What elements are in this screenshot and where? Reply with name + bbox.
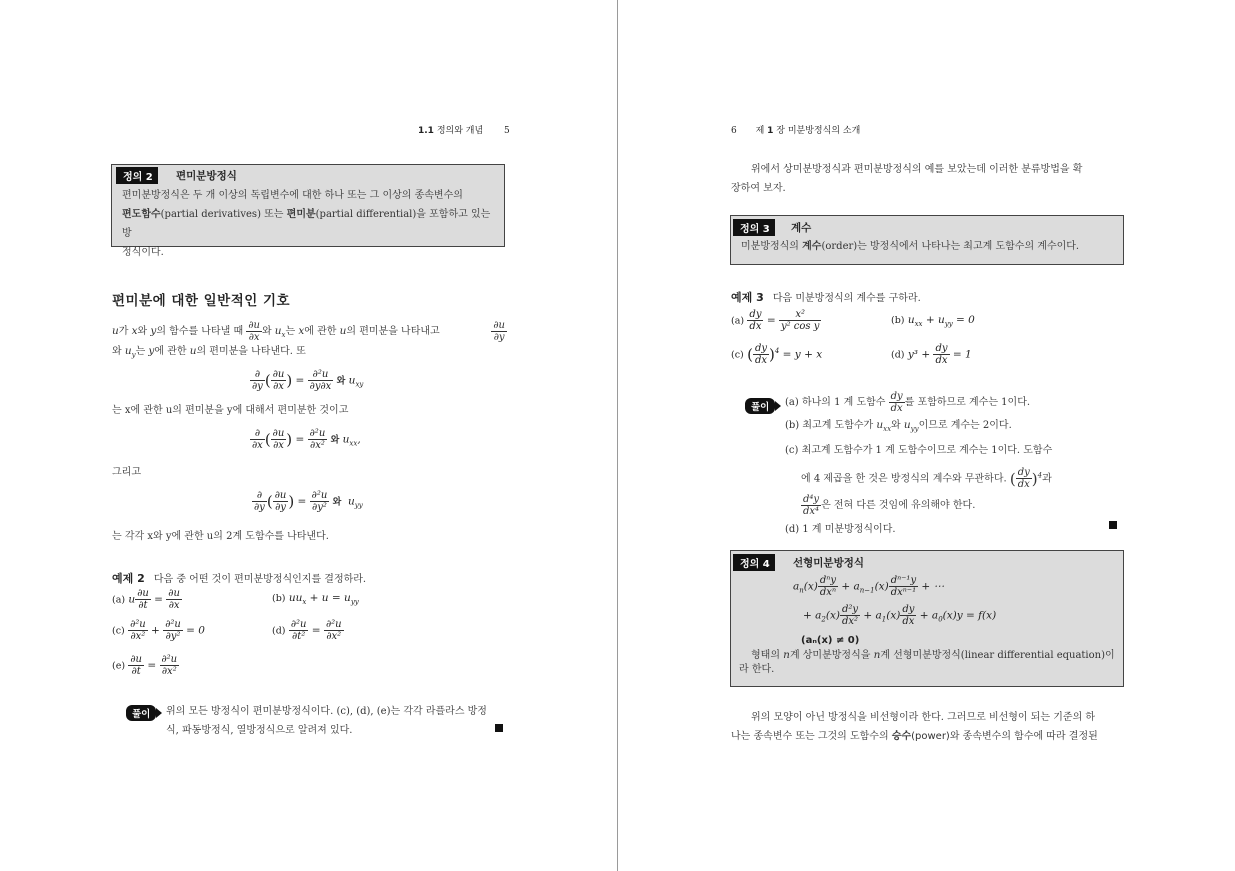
equation-second-y: $\frac{\partial}{\partial y}$ ( $\frac{\partial u}{\partial y}$ ) = $\frac{\text{∂²u}}{\text{∂y²}}$ 와 $u_{yy}$	[254, 490, 363, 513]
text-line: $\frac{\text{d⁴y}}{\text{dx⁴}}$ 은 전혀 다른 것임에 유의해야 한다.	[803, 493, 976, 517]
coefficient-condition: (aₙ(x) ≠ 0)	[801, 635, 860, 646]
solution-text	[166, 702, 508, 740]
text-line: 그리고	[112, 467, 141, 478]
chapter-number: 1	[767, 126, 774, 136]
example-label: 예제 2	[112, 572, 145, 585]
example-item: (c) ( $\frac{dy}{dx}$ )$^4$ = y + x	[731, 343, 823, 366]
definition-body	[122, 186, 500, 262]
definition-title: 계수	[791, 222, 812, 234]
equation-second-x: $\frac{\partial}{\partial x}$ ( $\frac{\partial u}{\partial x}$ ) = $\frac{\text{∂²u}}{\text{∂x²}}$ 와 $u_{xx}$,	[252, 428, 361, 451]
example-prompt: 다음 중 어떤 것이 편미분방정식인지를 결정하라.	[153, 574, 367, 585]
definition-body	[739, 648, 1119, 677]
text-line: (a) 하나의 1 계 도함수 $\frac{dy}{dx}$ 를 포함하므로 계수는 1이다.	[785, 391, 1031, 414]
text-line: u가 x와 y의 함수를 나타낼 때 $\frac{\partial u}{\partial x}$ 와 $u_x$는 x에 관한 u의 편미분을 나타내고 $\frac{\partial u}{\partial y}$	[112, 320, 505, 343]
example-header	[731, 286, 921, 308]
text-line: (b) 최고계 도함수가 $u_{xx}$와 $u_{yy}$이므로 계수는 2이다.	[785, 419, 1012, 434]
linear-equation-line1: $a_n(x)$ $\frac{\text{dⁿy}}{\text{dxⁿ}}$ + $a_{n-1}(x)$ $\frac{\text{dⁿ⁻¹y}}{\text{dxⁿ⁻¹}}$ + ⋯	[793, 575, 945, 598]
definition-box	[111, 164, 505, 258]
bold-term: 편미분	[286, 209, 316, 220]
end-of-proof-mark	[495, 724, 503, 732]
notation-paragraph	[112, 320, 507, 365]
definition-title: 편미분방정식	[176, 170, 237, 182]
bold-term: 편도함수	[122, 209, 161, 220]
text-run: (partial derivatives) 또는	[160, 209, 287, 220]
definition-line: 편미분방정식은 두 개 이상의 독립변수에 대한 하나 또는 그 이상의 종속변수의	[122, 190, 463, 201]
example-label: 예제 3	[731, 291, 764, 304]
example-item: (b) $u_{xx} + u_{yy} = 0$	[891, 314, 975, 329]
definition-tag: 정의 3	[733, 219, 775, 236]
example-item: (b) $uu_x + u = u_{yy}$	[272, 592, 359, 607]
definition-tag: 정의 2	[116, 167, 158, 184]
text-line: 장하여 보자.	[731, 183, 786, 194]
chapter-title: 장 미분방정식의 소개	[773, 126, 861, 136]
text-line: (c) 최고계 도함수가 1 계 도함수이므로 계수는 1이다. 도함수	[785, 445, 1053, 457]
definition-tag: 정의 4	[733, 554, 775, 571]
left-page	[0, 0, 617, 871]
right-page	[618, 0, 1235, 871]
text-line: 위에서 상미분방정식과 편미분방정식의 예를 보았는데 이러한 분류방법을 확	[751, 164, 1083, 175]
text-line: 라 한다.	[739, 664, 775, 675]
intro-paragraph	[731, 160, 1123, 198]
example-prompt: 다음 미분방정식의 계수를 구하라.	[772, 293, 921, 304]
page-number: 5	[504, 126, 510, 136]
text-line: 위의 모든 방정식이 편미분방정식이다. (c), (d), (e)는 각각 라플라스 방정	[166, 706, 487, 717]
solution-badge: 풀이	[745, 398, 775, 414]
example-header	[112, 567, 366, 589]
example-item: (c) $\frac{\text{∂²u}}{\text{∂x²}}$ + $\frac{\text{∂²u}}{\text{∂y²}}$ = 0	[112, 619, 205, 642]
text-line: 형태의 n계 상미분방정식을 n계 선형미분방정식(linear differential equation)이	[751, 649, 1115, 661]
page-number: 6	[731, 126, 737, 136]
chapter-prefix: 제	[755, 126, 768, 136]
outro-paragraph	[731, 708, 1123, 746]
example-item: (a) $\frac{dy}{dx}$ = $\frac{\text{x²}}{\text{y² cos y}}$	[731, 309, 820, 332]
text-line: 에 4 제곱을 한 것은 방정식의 계수와 무관하다. ( $\frac{dy}{dx}$ )$^4$과	[801, 467, 1052, 491]
definition-line	[122, 205, 500, 243]
text-line: 는 각각 x와 y에 관한 u의 2계 도함수를 나타낸다.	[112, 531, 329, 542]
bold-term: 승수	[891, 731, 912, 742]
definition-box	[730, 550, 1124, 687]
example-item: (e) $\frac{\partial u}{\partial t}$ = $\frac{\text{∂²u}}{\text{∂x²}}$	[112, 654, 178, 677]
definition-body: 미분방정식의 계수(order)는 방정식에서 나타나는 최고계 도함수의 계수이다.	[741, 241, 1080, 252]
linear-equation-line2: + $a_2(x)$ $\frac{\text{d²y}}{\text{dx²}}$ + $a_1(x)$ $\frac{dy}{dx}$ + $a_0(x)y = f(x)$	[803, 604, 997, 627]
example-item: (a) u $\frac{\partial u}{\partial t}$ = $\frac{\partial u}{\partial x}$	[112, 588, 180, 611]
bold-term: 계수	[802, 241, 822, 252]
text-line: 와 $u_y$는 y에 관한 u의 편미분을 나타낸다. 또	[112, 345, 306, 360]
section-title: 정의와 개념	[436, 126, 484, 136]
end-of-proof-mark	[1109, 521, 1117, 529]
text-line: (d) 1 계 미분방정식이다.	[785, 523, 896, 535]
section-number: 1.1	[418, 126, 434, 136]
text-line: 위의 모양이 아닌 방정식을 비선형이라 한다. 그러므로 비선형이 되는 기준의 하	[751, 712, 1096, 723]
text-run: (partial differential)을 포함하고 있는 방	[122, 209, 491, 239]
section-heading: 편미분에 대한 일반적인 기호	[112, 293, 291, 309]
definition-box	[730, 215, 1124, 265]
text-line: 식, 파동방정식, 열방정식으로 알려져 있다.	[166, 725, 353, 736]
solution-text	[785, 391, 1125, 541]
running-header	[731, 123, 860, 136]
text-line: 는 x에 관한 u의 편미분을 y에 대해서 편미분한 것이고	[112, 405, 349, 416]
text-line: 나는 종속변수 또는 그것의 도함수의 승수(power)와 종속변수의 함수에 따라 결정된	[731, 731, 1098, 742]
running-header	[418, 123, 510, 136]
example-item: (d) y³ + $\frac{dy}{dx}$ = 1	[891, 343, 972, 366]
solution-badge: 풀이	[126, 705, 156, 721]
definition-title: 선형미분방정식	[793, 557, 865, 569]
definition-line: 정식이다.	[122, 247, 164, 258]
example-item: (d) $\frac{\text{∂²u}}{\text{∂t²}}$ = $\frac{\text{∂²u}}{\text{∂x²}}$	[272, 619, 342, 642]
equation-mixed-partial: $\frac{\partial}{\partial y}$ ( $\frac{\partial u}{\partial x}$ ) = $\frac{\text{∂²u}}{\partial y\partial x}$ 와 $u_{xy}$	[252, 369, 364, 392]
